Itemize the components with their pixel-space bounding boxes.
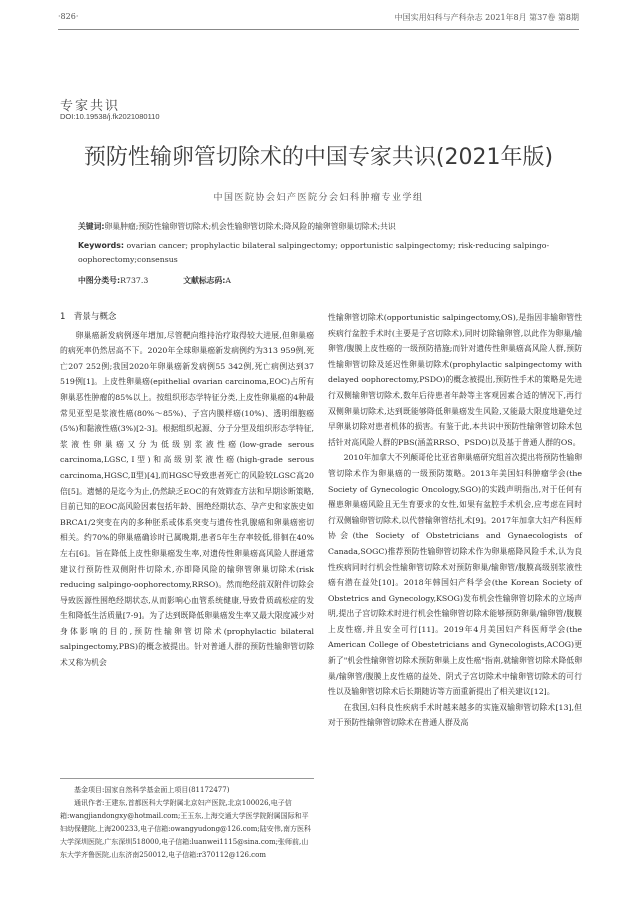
- doc-label: 文献标志码:: [183, 276, 226, 285]
- keywords-cn-text: 卵巢肿瘤;预防性输卵管切除术;机会性输卵管切除术;降风险的输卵管卵巢切除术;共识: [104, 222, 396, 231]
- running-header: [58, 12, 579, 26]
- footnote-correspondence: 通讯作者:王建东,首都医科大学附属北京妇产医院,北京100026,电子信箱:wangjiandongxy@hotmail.com;王玉东,上海交通大学医学院附属国际和平妇幼保健院,上海200233,电子信箱:owangyudong@126.com;陆安伟,南方医科大学深圳医院,广东深圳518000,电子信箱:luanwei1115@sina.com;张师前,山东大学齐鲁医院,山东济南250012,电子信箱:r370112@126.com: [60, 799, 311, 859]
- keywords-cn: [78, 220, 558, 234]
- author-group: 中国医院协会妇产医院分会妇科肿瘤专业学组: [213, 193, 424, 203]
- page-number: ·826·: [58, 12, 79, 21]
- class-label: 中图分类号:: [78, 276, 121, 285]
- class-value: R737.3: [120, 276, 149, 285]
- classification: [78, 275, 235, 286]
- paragraph: 卵巢癌新发病例逐年增加,尽管靶向维持治疗取得较大进展,但卵巢癌的病死率仍然居高不下。2020年全球卵巢癌新发病例约为313 959例,死亡207 252例;我国2020年卵巢癌新发病例55 342例,死亡病例达到37 519例[1]。上皮性卵巢癌(epithelial ovarian carcinoma,EOC)占所有卵巢恶性肿瘤的85%以上。按组织形态学特征分类,上皮性卵巢癌的4种最常见亚型是浆液性癌(80%～85%)、子宫内膜样癌(10%)、透明细胞癌(5%)和黏液性癌(3%)[2-3]。根据组织起源、分子分型及组织形态学特征,浆液性卵巢癌又分为低级别浆液性癌(low-grade serous carcinoma,LGSC,Ⅰ型)和高级别浆液性癌(high-grade serous carcinoma,HGSC,Ⅱ型)[4],而HGSC导致患者死亡的风险较LGSC高20倍[5]。遗憾的是迄今为止,仍然缺乏EOC的有效筛查方法和早期诊断策略,目前已知的EOC高风险因素包括年龄、围绝经期状态、孕产史和家族史如BRCA1/2突变在内的多种胚系或体系突变与遗传性乳腺癌和卵巢癌密切相关。约70%的卵巢癌确诊时已属晚期,患者5年生存率较低,徘徊在40%左右[6]。旨在降低上皮性卵巢癌发生率,对遗传性卵巢癌高风险人群通常建议行预防性双侧附件切除术,亦即降风险的输卵管卵巢切除术(risk reducing salpingo-oophorectomy,RRSO)。然而绝经前双附件切除会导致医源性围绝经期状态,从而影响心血管系统健康,导致骨质疏松症的发生和降低生活质量[7-9]。为了达到既降低卵巢癌发生率又最大限度减少对身体影响的目的,预防性输卵管切除术(prophylactic bilateral salpingectomy,PBS)的概念被提出。针对普通人群的预防性输卵管切除术又称为机会: [60, 330, 314, 668]
- footnote-funding: 基金项目:国家自然科学基金面上项目(81172477): [74, 786, 230, 794]
- paragraph: 性输卵管切除术(opportunistic salpingectomy,OS),是指因非输卵管性疾病行盆腔手术时(主要是子宫切除术),同时切除输卵管,以此作为卵巢/输卵管/腹膜上皮性癌的一级预防措施;而针对遗传性卵巢癌高风险人群,预防性输卵管切除及延迟性卵巢切除术(prophylactic salpingectomy with delayed oophorectomy,PSDO)的概念被提出,预防性手术的策略是先进行双侧输卵管切除术,数年后待患者年龄等主客观因素合适的情况下,再行双侧卵巢切除术,达到既能够降低卵巢癌发生风险,又能最大限度地避免过早卵巢切除对患者机体的损害。有鉴于此,本共识中预防性输卵管切除术包括针对高风险人群的PBS(涵盖RRSO、PSDO)以及基于普通人群的OS。: [328, 313, 582, 447]
- keywords-en-text: ovarian cancer; prophylactic bilateral salpingectomy; opportunistic salpingectomy; risk-reducing salpingo-oophorectomy;consensus: [78, 241, 550, 264]
- keywords-en: [78, 239, 558, 267]
- keywords-cn-label: 关键词:: [78, 222, 105, 231]
- header-rule: [58, 29, 579, 30]
- footnote-rule: [60, 778, 314, 779]
- journal-info: 中国实用妇科与产科杂志 2021年8月 第37卷 第8期: [394, 13, 579, 22]
- paragraph: 2010年加拿大不列颠哥伦比亚省卵巢癌研究组首次提出将预防性输卵管切除术作为卵巢癌的一级预防策略。2013年美国妇科肿瘤学会(the Society of Gynecologic Oncology,SGO)的实践声明指出,对于任何有罹患卵巢癌风险且无生育要求的女性,如果有盆腔手术机会,应考虑在同时行双侧输卵管切除术,以代替输卵管结扎术[9]。2017年加拿大妇产科医师协会(the Society of Obstetricians and Gynaecologists of Canada,SOGC)推荐预防性输卵管切除术作为卵巢癌降风险手术,认为良性疾病同时行机会性输卵管切除术对预防卵巢/输卵管/腹膜高级别浆液性癌有潜在益处[10]。2018年韩国妇产科学会(the Korean Society of Obstetrics and Gynecology,KSOG)发布机会性输卵管切除术的立场声明,提出子宫切除术时进行机会性输卵管切除术能够预防卵巢/输卵管/腹膜上皮性癌,并且安全可行[11]。2019年4月美国妇产科医师学会(the American College of Obestetricians and Gynecologists,ACOG)更新了"机会性输卵管切除术预防卵巢上皮性癌"指南,就输卵管切除术降低卵巢/输卵管/腹膜上皮性癌的益处、阴式子宫切除术中输卵管切除术的可行性以及输卵管切除术后长期随访等方面重新提出了相关建议[12]。: [328, 453, 582, 697]
- keywords-en-label: Keywords:: [78, 241, 125, 250]
- doi: DOI:10.19538/j.fk2021080110: [60, 112, 160, 121]
- section-heading: 1 背景与概念: [60, 312, 117, 322]
- doc-value: A: [225, 276, 232, 285]
- paragraph: 在我国,妇科良性疾病手术时越来越多的实施双输卵管切除术[13],但对于预防性输卵管切除术在普通人群及高: [328, 702, 582, 728]
- left-column: [60, 310, 314, 671]
- article-title: 预防性输卵管切除术的中国专家共识(2021年版): [83, 145, 554, 170]
- footnotes: [60, 784, 314, 862]
- right-column: [328, 310, 582, 731]
- section-label: 专家共识: [60, 99, 121, 114]
